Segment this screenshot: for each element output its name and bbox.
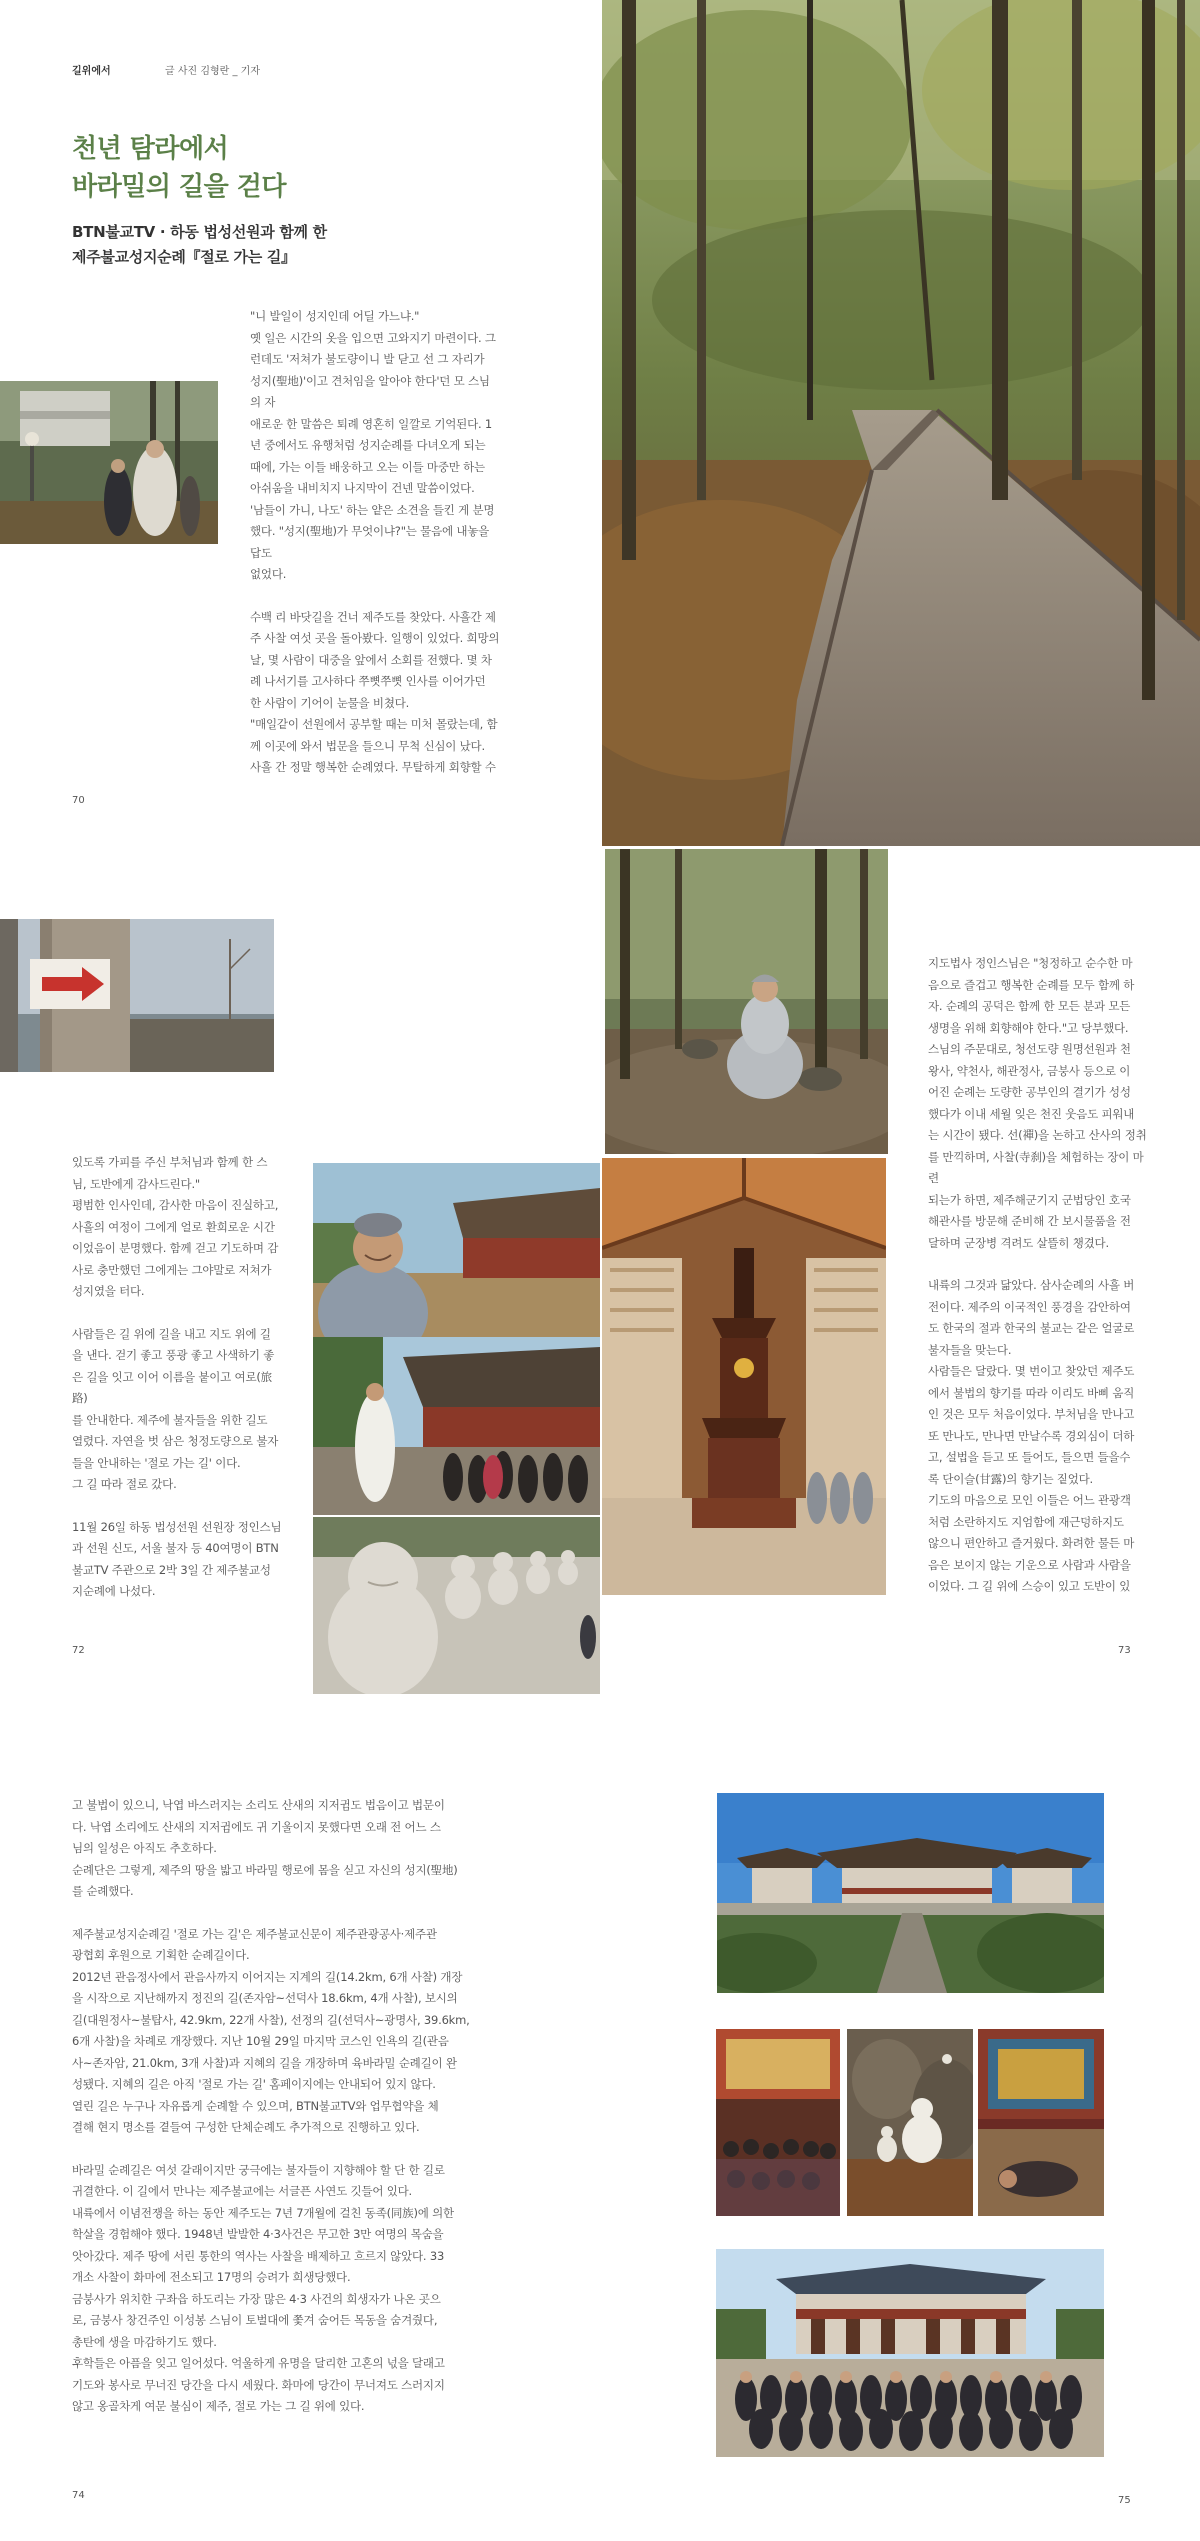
body-line: 불교TV 주관으로 2박 3일 간 제주불교성 — [72, 1562, 271, 1577]
body-line: 록 단이슬(甘露)의 향기는 짙었다. — [928, 1471, 1093, 1486]
body-line: 전이다. 제주의 이국적인 풍경을 감안하여 — [928, 1299, 1131, 1314]
page-number-75: 75 — [1118, 2495, 1131, 2506]
body-line: 있도록 가피를 주신 부처님과 함께 한 스 — [72, 1155, 268, 1169]
article-title — [72, 130, 286, 206]
body-line: 학살을 경험해야 했다. 1948년 발발한 4·3사건은 무고한 3만 여명의 목숨을 — [72, 2227, 444, 2241]
body-line: 기도의 마음으로 모인 이들은 어느 관광객 — [928, 1493, 1131, 1507]
body-line: 내륙에서 이념전쟁을 하는 동안 제주도는 7년 7개월에 걸친 동족(同族)에 의한 — [72, 2205, 454, 2220]
body-line: 사흘 간 정말 행복한 순례였다. 무탈하게 회향할 수 — [250, 760, 496, 774]
photo-temple-complex — [717, 1793, 1104, 1993]
body-line: 제주불교성지순례길 '절로 가는 길'은 제주불교신문이 제주관광공사·제주관 — [72, 1926, 437, 1941]
body-line: 생명을 위해 회향해야 한다."고 당부했다. — [928, 1020, 1129, 1035]
body-line: 음으로 즐겁고 행복한 순례를 모두 함께 하 — [928, 977, 1135, 992]
body-line: 로, 금붕사 창건주인 이성봉 스님이 토벌대에 쫓겨 숨어든 목동을 숨겨줬다, — [72, 2313, 438, 2327]
body-line: 후학들은 아픔을 잊고 일어섰다. 억울하게 유명을 달리한 고혼의 넋을 달래고 — [72, 2356, 445, 2370]
body-line: 지도법사 정인스님은 "청정하고 순수한 마 — [928, 956, 1133, 970]
body-line: 수백 리 바닷길을 건너 제주도를 찾았다. 사흘간 제 — [250, 609, 496, 624]
body-line: 왕사, 약천사, 해관정사, 금붕사 등으로 이 — [928, 1063, 1131, 1078]
body-line: 런데도 '저쳐가 불도량이니 발 닫고 선 그 자리가 — [250, 352, 485, 366]
body-line: 을 낸다. 걷기 좋고 풍광 좋고 사색하기 좋 — [72, 1348, 275, 1362]
paragraph-gap — [72, 1496, 282, 1517]
photo-route-sign — [0, 919, 274, 1072]
body-line: 례 나서기를 고사하다 쭈뼛쭈뼛 인사를 이어가던 — [250, 674, 486, 688]
photo-monks-walking — [0, 381, 218, 544]
body-line: 사람들은 달랐다. 몇 번이고 찾았던 제주도 — [928, 1364, 1135, 1378]
article-subtitle-line-2: 제주불교성지순례『절로 가는 길』 — [72, 248, 296, 266]
body-line: 를 만끽하며, 사찰(寺刹)을 체험하는 장이 마련 — [928, 1149, 1144, 1185]
body-line: 기도와 봉사로 무너진 당간을 다시 세웠다. 화마에 당간이 무너져도 스러지지 — [72, 2377, 445, 2392]
body-line: 2012년 관음정사에서 관음사까지 이어지는 지계의 길(14.2km, 6개 사찰) 개장 — [72, 1969, 463, 1984]
body-line: 이었다. 그 길 위에 스승이 있고 도반이 있 — [928, 1579, 1131, 1593]
body-line: 을 시작으로 지난해까지 정진의 길(존자암~선덕사 18.6km, 4개 사찰), 보시의 — [72, 1991, 458, 2005]
photo-temple-pagoda-hall — [602, 1158, 886, 1595]
byline: 글 사진 김형란 _ 기자 — [165, 66, 260, 77]
photo-stone-buddha — [847, 2029, 973, 2216]
body-line: 열렸다. 자연을 벗 삼은 청정도량으로 불자 — [72, 1434, 279, 1448]
photo-smiling-monk — [313, 1163, 600, 1337]
body-line: 애로운 한 말씀은 퇴례 영혼히 일깔로 기억된다. 1 — [250, 416, 493, 431]
photo-stone-statues — [313, 1517, 600, 1694]
photo-monk-bowing — [978, 2029, 1104, 2216]
article-subtitle — [72, 220, 327, 270]
body-line: 를 순례했다. — [72, 1884, 134, 1898]
body-line: 개소 사찰이 화마에 전소되고 17명의 승려가 희생당했다. — [72, 2270, 351, 2284]
body-line: 11월 26일 하동 법성선원 선원장 정인스님 — [72, 1519, 282, 1534]
body-line: 에서 불법의 향기를 따라 이리도 바삐 움직 — [928, 1385, 1135, 1400]
body-line: 과 선원 신도, 서울 불자 등 40여명이 BTN — [72, 1541, 279, 1555]
article-title-line-2: 바라밀의 길을 걷다 — [72, 172, 287, 202]
body-line: 께 이곳에 와서 법문을 들으니 무척 신심이 났다. — [250, 738, 485, 753]
body-line: 은 길을 잇고 이어 이름을 붙이고 여로(旅路) — [72, 1369, 272, 1405]
body-line: 달하며 군장병 격려도 살뜰히 챙겼다. — [928, 1235, 1109, 1250]
body-line: 귀결한다. 이 길에서 만나는 제주불교에는 서글픈 사연도 깃들어 있다. — [72, 2184, 413, 2198]
body-line: 옛 일은 시간의 옷을 입으면 고와지기 마련이다. 그 — [250, 330, 496, 345]
body-line: 사~존자암, 21.0km, 3개 사찰)과 지혜의 길을 개장하며 육바라밀 순례길이 완 — [72, 2055, 457, 2070]
body-line: 않으니 편안하고 즐거웠다. 화려한 물든 마 — [928, 1536, 1135, 1550]
body-line: 했다가 이내 세월 잊은 천진 웃음도 피워내 — [928, 1106, 1135, 1121]
body-line: 바라밀 순례길은 여섯 갈래이지만 궁극에는 불자들이 지향해야 할 단 한 길로 — [72, 2162, 445, 2177]
body-line: 이었음이 분명했다. 함께 걷고 기도하며 감 — [72, 1241, 279, 1255]
body-line: 길(대원정사~불탑사, 42.9km, 22개 사찰), 선정의 길(선덕사~광명사, 39.6km, — [72, 2012, 470, 2027]
photo-group-pilgrims — [716, 2249, 1104, 2457]
body-line: 평범한 인사인데, 감사한 마음이 진실하고, — [72, 1198, 279, 1212]
body-line: 금붕사가 위치한 구좌읍 하도리는 가장 많은 4·3 사건의 희생자가 나온 곳으 — [72, 2291, 441, 2306]
body-line: 를 안내한다. 제주에 불자들을 위한 길도 — [72, 1412, 268, 1427]
body-line: 또 만나도, 만나면 만날수록 경외심이 더하 — [928, 1428, 1135, 1443]
article-subtitle-line-1: BTN불교TV · 하동 법성선원과 함께 한 — [72, 223, 327, 241]
body-line: 지순례에 나섰다. — [72, 1584, 156, 1598]
paragraph-gap — [72, 1303, 282, 1324]
body-line: 음은 보이지 않는 기운으로 사람과 사람을 — [928, 1557, 1131, 1572]
body-line: 성지(聖地)'이고 견처임을 알아야 한다'던 모 스님의 자 — [250, 373, 490, 409]
body-line: 님의 일성은 아직도 추호하다. — [72, 1841, 217, 1855]
photo-prayer-hall — [716, 2029, 840, 2216]
paragraph-gap — [250, 586, 500, 607]
body-line: 때에, 가는 이들 배웅하고 오는 이들 마중만 하는 — [250, 459, 485, 474]
page-number-74: 74 — [72, 2490, 85, 2501]
body-line: 도 한국의 절과 한국의 불교는 같은 얼굴로 — [928, 1321, 1135, 1335]
body-line: 내륙의 그것과 닮았다. 삼사순례의 사흘 버 — [928, 1278, 1135, 1292]
body-line: 날, 몇 사람이 대중을 앞에서 소회를 전했다. 몇 차 — [250, 652, 492, 667]
body-line: "매일같이 선원에서 공부할 때는 미처 몰랐는데, 함 — [250, 717, 498, 731]
body-line: 사흘의 여정이 그에게 얼로 환희로운 시간 — [72, 1219, 275, 1234]
body-line: 성됐다. 지혜의 길은 아직 '절로 가는 길' 홈페이지에는 안내되어 있지 않다. — [72, 2077, 436, 2091]
body-line: 고 불법이 있으니, 낙엽 바스러지는 소리도 산새의 지저귐도 법음이고 법문이 — [72, 1798, 445, 1812]
body-line: 스님의 주문대로, 청선도량 원명선원과 천 — [928, 1042, 1131, 1056]
body-line: 자. 순례의 공덕은 함께 한 모든 분과 모든 — [928, 999, 1131, 1013]
body-line: 순례단은 그렇게, 제주의 땅을 밟고 바라밀 행로에 몸을 싣고 자신의 성지(聖地) — [72, 1862, 458, 1877]
article-body-p74 — [72, 1795, 492, 2418]
paragraph-gap — [72, 2139, 492, 2160]
article-body-p73 — [928, 953, 1153, 1598]
page-number-70: 70 — [72, 795, 85, 806]
body-line: 주 사찰 여섯 곳을 돌아봤다. 일행이 있었다. 희망의 — [250, 631, 500, 645]
body-line: 사람들은 길 위에 길을 내고 지도 위에 길 — [72, 1326, 271, 1341]
article-body-p72 — [72, 1152, 282, 1603]
body-line: 총탄에 생을 마감하기도 했다. — [72, 2334, 217, 2349]
body-line: 열린 길은 누구나 자유롭게 순례할 수 있으며, BTN불교TV와 업무협약을 체 — [72, 2098, 439, 2113]
body-line: '남들이 가니, 나도' 하는 얕은 소견을 들킨 게 분명 — [250, 502, 495, 517]
body-line: 앗아갔다. 제주 땅에 서린 통한의 역사는 사찰을 배제하고 흐르지 않았다. 33 — [72, 2248, 445, 2263]
body-line: 처럼 소란하지도 지엄함에 재근덩하지도 — [928, 1514, 1124, 1529]
paragraph-gap — [72, 1903, 492, 1924]
page-number-72: 72 — [72, 1645, 85, 1656]
body-line: 님, 도반에게 감사드린다." — [72, 1176, 201, 1191]
body-line: 결해 현지 명소를 곁들여 구성한 단체순례도 추가적으로 진행하고 있다. — [72, 2120, 420, 2134]
body-line: 그 길 따라 절로 갔다. — [72, 1477, 177, 1491]
body-line: 다. 낙엽 소리에도 산새의 지저귐에도 귀 기울이지 못했다면 오래 전 어느 스 — [72, 1819, 441, 1834]
body-line: 어진 순례는 도량한 공부인의 결기가 성성 — [928, 1085, 1131, 1099]
body-line: "니 발일이 성지인데 어딜 가느냐." — [250, 309, 420, 323]
body-line: 들을 안내하는 '절로 가는 길' 이다. — [72, 1455, 241, 1470]
body-line: 고, 설법을 듣고 또 들어도, 들으면 들을수 — [928, 1450, 1131, 1464]
body-line: 했다. "성지(聖地)가 무엇이냐?"는 물음에 내놓을 답도 — [250, 524, 490, 560]
body-line: 없었다. — [250, 567, 287, 581]
body-line: 는 시간이 됐다. 선(禪)을 논하고 산사의 정취 — [928, 1128, 1147, 1142]
photo-monk-meditating-forest — [605, 849, 888, 1154]
body-line: 되는가 하면, 제주해군기지 군법당인 호국 — [928, 1192, 1131, 1207]
article-title-line-1: 천년 탐라에서 — [72, 134, 229, 164]
page-number-73: 73 — [1118, 1645, 1131, 1656]
body-line: 아쉬움을 내비치지 나지막이 건넨 말씀이었다. — [250, 481, 475, 495]
body-line: 한 사람이 기어이 눈물을 비쳤다. — [250, 695, 410, 710]
body-line: 사로 충만했던 그에게는 그야말로 저쳐가 — [72, 1262, 272, 1277]
body-line: 광협회 후원으로 기획한 순례길이다. — [72, 1948, 250, 1962]
body-line: 않고 옹골차게 여문 불심이 제주, 절로 가는 그 길 위에 있다. — [72, 2399, 365, 2413]
photo-pilgrims-at-temple — [313, 1337, 600, 1515]
body-line: 인 것은 모두 처음이었다. 부처님을 만나고 — [928, 1407, 1135, 1421]
body-line: 6개 사찰)을 차례로 개장했다. 지난 10월 29일 마지막 코스인 인욕의 길(관음 — [72, 2034, 449, 2048]
photo-forest-boardwalk — [602, 0, 1200, 846]
body-line: 성지였을 터다. — [72, 1284, 145, 1298]
body-line: 년 중에서도 유행처럼 성지순례를 다녀오게 되는 — [250, 438, 486, 452]
body-line: 해관사를 방문해 준비해 간 보시물품을 전 — [928, 1214, 1131, 1228]
article-body-p70 — [250, 306, 500, 779]
body-line: 불자들을 맞는다. — [928, 1342, 1012, 1357]
section-tag: 길위에서 — [72, 66, 111, 77]
paragraph-gap — [928, 1254, 1153, 1275]
